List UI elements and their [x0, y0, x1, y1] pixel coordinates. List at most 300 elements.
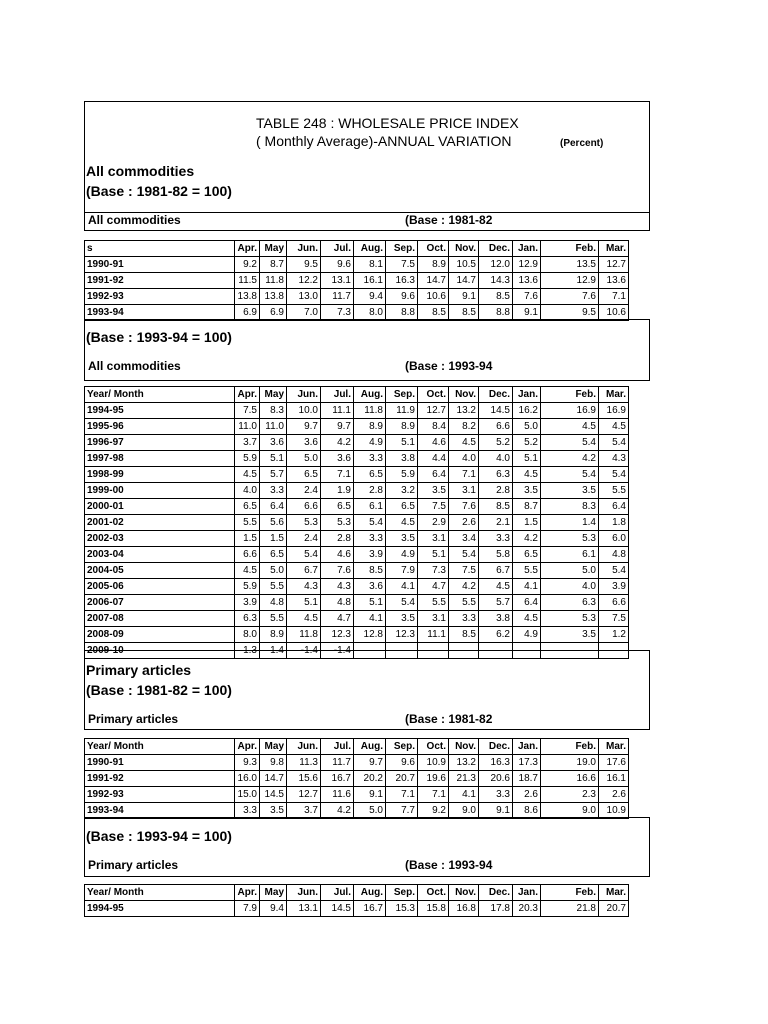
- table-cell: 16.7: [321, 771, 354, 787]
- table-cell: 8.0: [235, 627, 260, 643]
- table-cell: 9.2: [235, 257, 260, 273]
- table-cell: 11.3: [287, 755, 321, 771]
- column-header: Apr.: [235, 241, 260, 257]
- table-cell: 3.5: [541, 627, 599, 643]
- table-cell: 7.0: [287, 305, 321, 321]
- table-cell: 6.4: [418, 467, 449, 483]
- table-cell: 4.5: [235, 563, 260, 579]
- table-cell: 5.9: [235, 579, 260, 595]
- table-cell: 12.7: [599, 257, 629, 273]
- table-cell: 5.3: [287, 515, 321, 531]
- table-cell: 10.6: [418, 289, 449, 305]
- table-cell: 4.3: [321, 579, 354, 595]
- table-cell: 3.5: [386, 531, 418, 547]
- row-label: 1998-99: [85, 467, 235, 483]
- table-cell: 7.1: [386, 787, 418, 803]
- table-cell: 7.6: [321, 563, 354, 579]
- table-cell: 4.2: [321, 803, 354, 819]
- table-cell: 8.9: [386, 419, 418, 435]
- table-cell: 6.0: [599, 531, 629, 547]
- column-header: Aug.: [354, 885, 386, 901]
- table-cell: 9.7: [321, 419, 354, 435]
- sub-base: (Base : 1981-82: [405, 213, 493, 227]
- table-cell: 13.2: [449, 403, 479, 419]
- row-label: 1993-94: [85, 803, 235, 819]
- table-cell: 4.3: [599, 451, 629, 467]
- table-row: [85, 611, 629, 627]
- table-cell: 6.6: [479, 419, 513, 435]
- table-cell: 11.8: [287, 627, 321, 643]
- table-cell: 3.5: [418, 483, 449, 499]
- table-row: [85, 435, 629, 451]
- table-cell: 9.5: [287, 257, 321, 273]
- table-cell: 1.5: [235, 531, 260, 547]
- table-cell: 14.7: [418, 273, 449, 289]
- row-label: 1991-92: [85, 273, 235, 289]
- column-header: Mar.: [599, 387, 629, 403]
- table-cell: 5.1: [513, 451, 541, 467]
- table-cell: 21.8: [541, 901, 599, 917]
- table-cell: 7.6: [513, 289, 541, 305]
- column-header: Mar.: [599, 885, 629, 901]
- column-header: Jan.: [513, 739, 541, 755]
- sub-base: (Base : 1993-94: [405, 359, 493, 373]
- table-cell: 9.4: [354, 289, 386, 305]
- table-cell: 4.2: [541, 451, 599, 467]
- table-cell: 8.5: [449, 627, 479, 643]
- table-cell: 2.8: [479, 483, 513, 499]
- table-cell: 17.3: [513, 755, 541, 771]
- table-row: [85, 595, 629, 611]
- corner-header: Year/ Month: [85, 387, 235, 403]
- table-cell: 1.8: [599, 515, 629, 531]
- unit-label: (Percent): [560, 138, 604, 149]
- table-title: TABLE 248 : WHOLESALE PRICE INDEX: [256, 115, 519, 131]
- column-header: May: [260, 739, 287, 755]
- column-header: Jun.: [287, 885, 321, 901]
- corner-header: Year/ Month: [85, 885, 235, 901]
- sub-label: All commodities: [88, 213, 181, 227]
- table-cell: 12.2: [287, 273, 321, 289]
- header-row: [85, 241, 629, 257]
- table-cell: 7.3: [418, 563, 449, 579]
- table-cell: 11.7: [321, 755, 354, 771]
- table-cell: 4.6: [321, 547, 354, 563]
- table-cell: 2.6: [449, 515, 479, 531]
- table-cell: 3.1: [418, 611, 449, 627]
- table-cell: 5.8: [479, 547, 513, 563]
- table-cell: 6.1: [541, 547, 599, 563]
- table-cell: 4.2: [449, 579, 479, 595]
- table-cell: 4.7: [418, 579, 449, 595]
- table-row: [85, 419, 629, 435]
- sub-label: All commodities: [88, 359, 181, 373]
- table-cell: 5.1: [418, 547, 449, 563]
- table-cell: 16.8: [449, 901, 479, 917]
- table-cell: 5.0: [260, 563, 287, 579]
- table-cell: 5.3: [321, 515, 354, 531]
- table-cell: 5.4: [449, 547, 479, 563]
- table-cell: 8.3: [541, 499, 599, 515]
- table-cell: 9.5: [541, 305, 599, 321]
- table-cell: 7.1: [321, 467, 354, 483]
- table-cell: 9.2: [418, 803, 449, 819]
- table-cell: 5.0: [287, 451, 321, 467]
- table-cell: 5.4: [386, 595, 418, 611]
- row-label: 2008-09: [85, 627, 235, 643]
- table-cell: 13.6: [599, 273, 629, 289]
- table-cell: 4.9: [354, 435, 386, 451]
- column-header: Dec.: [479, 739, 513, 755]
- table-cell: 7.9: [235, 901, 260, 917]
- section-heading-primary-articles: Primary articles: [86, 662, 192, 678]
- table-cell: 10.0: [287, 403, 321, 419]
- table-cell: 2.1: [479, 515, 513, 531]
- table-cell: 9.8: [260, 755, 287, 771]
- table-cell: 5.2: [513, 435, 541, 451]
- column-header: Apr.: [235, 387, 260, 403]
- table-cell: 4.0: [235, 483, 260, 499]
- table-cell: 9.6: [386, 289, 418, 305]
- row-label: 2002-03: [85, 531, 235, 547]
- table-cell: 3.9: [235, 595, 260, 611]
- data-table: [84, 240, 629, 321]
- table-cell: 4.1: [354, 611, 386, 627]
- row-label: 2009-10: [85, 643, 235, 659]
- table-cell: 3.4: [449, 531, 479, 547]
- table-cell: 9.4: [260, 901, 287, 917]
- table-cell: 19.6: [418, 771, 449, 787]
- table-cell: 3.7: [235, 435, 260, 451]
- table-cell: 6.5: [354, 467, 386, 483]
- table-cell: 3.3: [449, 611, 479, 627]
- table-cell: 18.7: [513, 771, 541, 787]
- table-cell: 6.4: [260, 499, 287, 515]
- data-table: [84, 884, 629, 917]
- sub-label: Primary articles: [88, 712, 179, 726]
- column-header: Jul.: [321, 885, 354, 901]
- column-header: Jul.: [321, 739, 354, 755]
- table-cell: 12.7: [418, 403, 449, 419]
- table-cell: 8.4: [418, 419, 449, 435]
- table-cell: 6.7: [287, 563, 321, 579]
- table-cell: 7.5: [235, 403, 260, 419]
- table-cell: 1.4: [541, 515, 599, 531]
- column-header: Jun.: [287, 387, 321, 403]
- table-cell: 20.2: [354, 771, 386, 787]
- table-cell: 6.6: [599, 595, 629, 611]
- table-cell: 6.3: [541, 595, 599, 611]
- table-cell: 5.4: [541, 467, 599, 483]
- table-cell: 19.0: [541, 755, 599, 771]
- table-cell: 3.5: [260, 803, 287, 819]
- table-cell: 5.1: [386, 435, 418, 451]
- table-cell: 3.3: [354, 531, 386, 547]
- table-cell: 6.3: [235, 611, 260, 627]
- table-cell: 5.1: [287, 595, 321, 611]
- table-cell: 13.0: [287, 289, 321, 305]
- table-cell: 14.7: [449, 273, 479, 289]
- table-cell: 7.1: [449, 467, 479, 483]
- table-row: [85, 257, 629, 273]
- table-cell: 3.7: [287, 803, 321, 819]
- table-cell: 5.0: [513, 419, 541, 435]
- table-cell: 4.1: [386, 579, 418, 595]
- table-cell: 6.6: [235, 547, 260, 563]
- table-cell: 5.4: [599, 467, 629, 483]
- table-cell: 8.9: [260, 627, 287, 643]
- table-cell: 12.3: [386, 627, 418, 643]
- table-cell: 11.8: [260, 273, 287, 289]
- table-cell: 5.0: [354, 803, 386, 819]
- column-header: Dec.: [479, 241, 513, 257]
- table-cell: 9.0: [449, 803, 479, 819]
- table-cell: 14.5: [479, 403, 513, 419]
- table-cell: 13.5: [541, 257, 599, 273]
- column-header: May: [260, 885, 287, 901]
- table-cell: 9.1: [354, 787, 386, 803]
- column-header: Jan.: [513, 885, 541, 901]
- table-cell: 11.6: [321, 787, 354, 803]
- table-cell: 6.6: [287, 499, 321, 515]
- table-cell: 9.6: [386, 755, 418, 771]
- column-header: Jan.: [513, 241, 541, 257]
- table-cell: 17.8: [479, 901, 513, 917]
- table-cell: 1.5: [513, 515, 541, 531]
- table-cell: 5.5: [260, 611, 287, 627]
- column-header: Feb.: [541, 885, 599, 901]
- column-header: Apr.: [235, 739, 260, 755]
- table-cell: 8.5: [449, 305, 479, 321]
- column-header: Sep.: [386, 885, 418, 901]
- table-cell: 2.8: [321, 531, 354, 547]
- table-cell: 5.5: [260, 579, 287, 595]
- table-cell: 7.3: [321, 305, 354, 321]
- table-cell: 17.6: [599, 755, 629, 771]
- table-cell: 8.3: [260, 403, 287, 419]
- table-cell: 16.9: [599, 403, 629, 419]
- table-cell: 11.7: [321, 289, 354, 305]
- row-label: 1990-91: [85, 257, 235, 273]
- table-cell: 12.9: [513, 257, 541, 273]
- table-cell: 1.2: [599, 627, 629, 643]
- table-row: [85, 403, 629, 419]
- table-cell: 13.6: [513, 273, 541, 289]
- table-cell: 3.8: [479, 611, 513, 627]
- row-label: 1995-96: [85, 419, 235, 435]
- table-cell: 4.8: [599, 547, 629, 563]
- table-cell: 7.1: [599, 289, 629, 305]
- table-cell: 9.3: [235, 755, 260, 771]
- table-cell: 1.9: [321, 483, 354, 499]
- table-cell: 20.7: [599, 901, 629, 917]
- table-cell: 1.5: [260, 531, 287, 547]
- table-cell: 4.0: [541, 579, 599, 595]
- sub-base: (Base : 1993-94: [405, 858, 493, 872]
- header-row: [85, 739, 629, 755]
- table-cell: 6.5: [287, 467, 321, 483]
- table-row: [85, 451, 629, 467]
- row-label: 2005-06: [85, 579, 235, 595]
- table-cell: 5.4: [599, 563, 629, 579]
- table-cell: 3.3: [260, 483, 287, 499]
- table-cell: 3.6: [321, 451, 354, 467]
- table-cell: 5.6: [260, 515, 287, 531]
- table-cell: 3.5: [386, 611, 418, 627]
- table-row: [85, 289, 629, 305]
- table-cell: 3.5: [513, 483, 541, 499]
- row-label: 1999-00: [85, 483, 235, 499]
- table-row: [85, 531, 629, 547]
- table-cell: 3.1: [449, 483, 479, 499]
- table-row: [85, 901, 629, 917]
- table-cell: 11.0: [260, 419, 287, 435]
- table-cell: 5.7: [260, 467, 287, 483]
- table-cell: 4.5: [235, 467, 260, 483]
- table-cell: 5.2: [479, 435, 513, 451]
- table-row: [85, 755, 629, 771]
- data-table: [84, 738, 629, 819]
- table-cell: 4.9: [513, 627, 541, 643]
- sub-base: (Base : 1981-82: [405, 712, 493, 726]
- table-cell: 14.5: [260, 787, 287, 803]
- table-row: [85, 515, 629, 531]
- table-cell: 20.7: [386, 771, 418, 787]
- table-cell: 10.9: [418, 755, 449, 771]
- table-cell: 5.5: [235, 515, 260, 531]
- section-base-1993: (Base : 1993-94 = 100): [86, 329, 232, 345]
- table-cell: 7.5: [449, 563, 479, 579]
- row-label: 2004-05: [85, 563, 235, 579]
- table-cell: 11.5: [235, 273, 260, 289]
- table-cell: 11.9: [386, 403, 418, 419]
- table-row: [85, 771, 629, 787]
- table-cell: 9.1: [479, 803, 513, 819]
- table-cell: 8.8: [479, 305, 513, 321]
- table-cell: -1.4: [321, 643, 354, 659]
- column-header: Jun.: [287, 241, 321, 257]
- table-cell: 15.0: [235, 787, 260, 803]
- section-base-1981: (Base : 1981-82 = 100): [86, 183, 232, 199]
- sub-label: Primary articles: [88, 858, 179, 872]
- table-row: [85, 547, 629, 563]
- table-cell: 5.3: [541, 531, 599, 547]
- table-cell: 7.7: [386, 803, 418, 819]
- table-cell: 4.8: [260, 595, 287, 611]
- row-label: 2000-01: [85, 499, 235, 515]
- table-cell: 9.1: [449, 289, 479, 305]
- table-cell: 8.0: [354, 305, 386, 321]
- column-header: May: [260, 241, 287, 257]
- table-cell: 3.6: [354, 579, 386, 595]
- table-cell: 4.1: [513, 579, 541, 595]
- table-cell: 5.4: [354, 515, 386, 531]
- column-header: Apr.: [235, 885, 260, 901]
- table-cell: 16.1: [354, 273, 386, 289]
- table-cell: 10.9: [599, 803, 629, 819]
- section-base-1981: (Base : 1981-82 = 100): [86, 682, 232, 698]
- table-cell: 3.1: [418, 531, 449, 547]
- table-cell: 4.5: [386, 515, 418, 531]
- table-cell: -1.4: [287, 643, 321, 659]
- table-cell: 5.4: [599, 435, 629, 451]
- table-row: [85, 627, 629, 643]
- data-table: [84, 386, 629, 659]
- table-cell: 2.9: [418, 515, 449, 531]
- table-cell: 2.6: [513, 787, 541, 803]
- table-cell: 7.6: [541, 289, 599, 305]
- table-cell: 4.4: [418, 451, 449, 467]
- column-header: Aug.: [354, 387, 386, 403]
- table-cell: 8.9: [418, 257, 449, 273]
- table-cell: 5.5: [418, 595, 449, 611]
- table-cell: 16.2: [513, 403, 541, 419]
- table-cell: 6.9: [260, 305, 287, 321]
- table-cell: 8.5: [354, 563, 386, 579]
- table-cell: 2.6: [599, 787, 629, 803]
- column-header: Nov.: [449, 241, 479, 257]
- table-cell: 4.5: [287, 611, 321, 627]
- table-cell: 5.7: [479, 595, 513, 611]
- column-header: Jan.: [513, 387, 541, 403]
- header-row: [85, 387, 629, 403]
- column-header: Oct.: [418, 739, 449, 755]
- table-cell: 10.5: [449, 257, 479, 273]
- table-cell: 13.8: [260, 289, 287, 305]
- table-cell: 7.5: [386, 257, 418, 273]
- table-cell: 16.3: [479, 755, 513, 771]
- column-header: Sep.: [386, 739, 418, 755]
- table-cell: 4.0: [449, 451, 479, 467]
- table-cell: 3.5: [541, 483, 599, 499]
- table-cell: 5.3: [541, 611, 599, 627]
- table-cell: 4.6: [418, 435, 449, 451]
- table-cell: 5.5: [449, 595, 479, 611]
- table-cell: 15.6: [287, 771, 321, 787]
- table-cell: 3.3: [479, 531, 513, 547]
- table-cell: 6.9: [235, 305, 260, 321]
- table-row: [85, 579, 629, 595]
- table-cell: 3.6: [260, 435, 287, 451]
- table-cell: 13.1: [321, 273, 354, 289]
- table-cell: 14.5: [321, 901, 354, 917]
- table-cell: 14.7: [260, 771, 287, 787]
- table-cell: 16.7: [354, 901, 386, 917]
- table-cell: 4.5: [479, 579, 513, 595]
- row-label: 1996-97: [85, 435, 235, 451]
- row-label: 1992-93: [85, 289, 235, 305]
- table-cell: 4.7: [321, 611, 354, 627]
- table-cell: 8.8: [386, 305, 418, 321]
- section-base-1993: (Base : 1993-94 = 100): [86, 828, 232, 844]
- table-cell: 9.0: [541, 803, 599, 819]
- table-cell: 4.5: [541, 419, 599, 435]
- column-header: Jul.: [321, 387, 354, 403]
- corner-header: Year/ Month: [85, 739, 235, 755]
- table-cell: 1.3: [235, 643, 260, 659]
- table-cell: 4.5: [513, 467, 541, 483]
- table-cell: 4.5: [449, 435, 479, 451]
- table-cell: 4.5: [599, 419, 629, 435]
- table-cell: 6.3: [479, 467, 513, 483]
- table-cell: 14.3: [479, 273, 513, 289]
- table-cell: 11.1: [418, 627, 449, 643]
- table-cell: 6.2: [479, 627, 513, 643]
- table-cell: 8.2: [449, 419, 479, 435]
- table-cell: 2.4: [287, 483, 321, 499]
- table-cell: 4.0: [479, 451, 513, 467]
- column-header: Jul.: [321, 241, 354, 257]
